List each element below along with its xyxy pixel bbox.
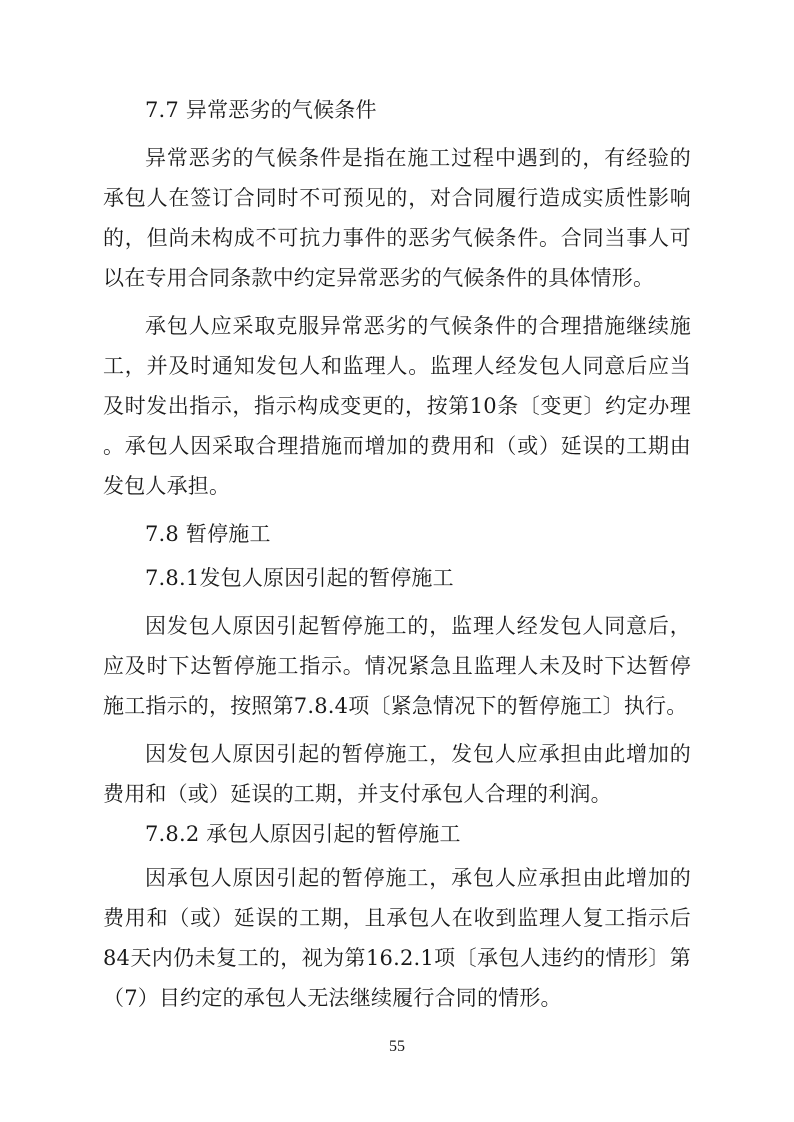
paragraph-line: 承包人应采取克服异常恶劣的气候条件的合理措施继续施 — [145, 314, 691, 338]
paragraph-line: 以在专用合同条款中约定异常恶劣的气候条件的具体情形。 — [103, 266, 655, 290]
paragraph-line: 施工指示的，按照第7.8.4项〔紧急情况下的暂停施工〕执行。 — [103, 694, 688, 718]
paragraph-line: 费用和（或）延误的工期，且承包人在收到监理人复工指示后 — [103, 906, 691, 930]
paragraph-line: 的，但尚未构成不可抗力事件的恶劣气候条件。合同当事人可 — [103, 226, 691, 250]
paragraph-line: 因发包人原因引起的暂停施工，发包人应承担由此增加的 — [145, 742, 691, 766]
paragraph-line: 发包人承担。 — [103, 474, 231, 498]
paragraph-line: 84天内仍未复工的，视为第16.2.1项〔承包人违约的情形〕第 — [103, 946, 691, 970]
section-heading-7-8: 7.8 暂停施工 — [145, 522, 271, 546]
paragraph-line: 。承包人因采取合理措施而增加的费用和（或）延误的工期由 — [103, 434, 691, 458]
paragraph-line: 承包人在签订合同时不可预见的，对合同履行造成实质性影响 — [103, 186, 691, 210]
page-number: 55 — [389, 1038, 405, 1055]
paragraph-line: 及时发出指示，指示构成变更的，按第10条〔变更〕约定办理 — [103, 394, 691, 418]
subsection-heading-7-8-1: 7.8.1发包人原因引起的暂停施工 — [145, 566, 454, 590]
paragraph-line: （7）目约定的承包人无法继续履行合同的情形。 — [103, 986, 562, 1010]
paragraph-line: 异常恶劣的气候条件是指在施工过程中遇到的，有经验的 — [145, 146, 691, 170]
paragraph-line: 应及时下达暂停施工指示。情况紧急且监理人未及时下达暂停 — [103, 654, 691, 678]
paragraph-line: 工，并及时通知发包人和监理人。监理人经发包人同意后应当 — [103, 354, 691, 378]
paragraph-line: 因发包人原因引起暂停施工的，监理人经发包人同意后， — [145, 614, 691, 638]
subsection-heading-7-8-2: 7.8.2 承包人原因引起的暂停施工 — [145, 822, 461, 846]
paragraph-line: 因承包人原因引起的暂停施工，承包人应承担由此增加的 — [145, 866, 691, 890]
section-heading-7-7: 7.7 异常恶劣的气候条件 — [145, 98, 377, 122]
paragraph-line: 费用和（或）延误的工期，并支付承包人合理的利润。 — [103, 782, 612, 806]
